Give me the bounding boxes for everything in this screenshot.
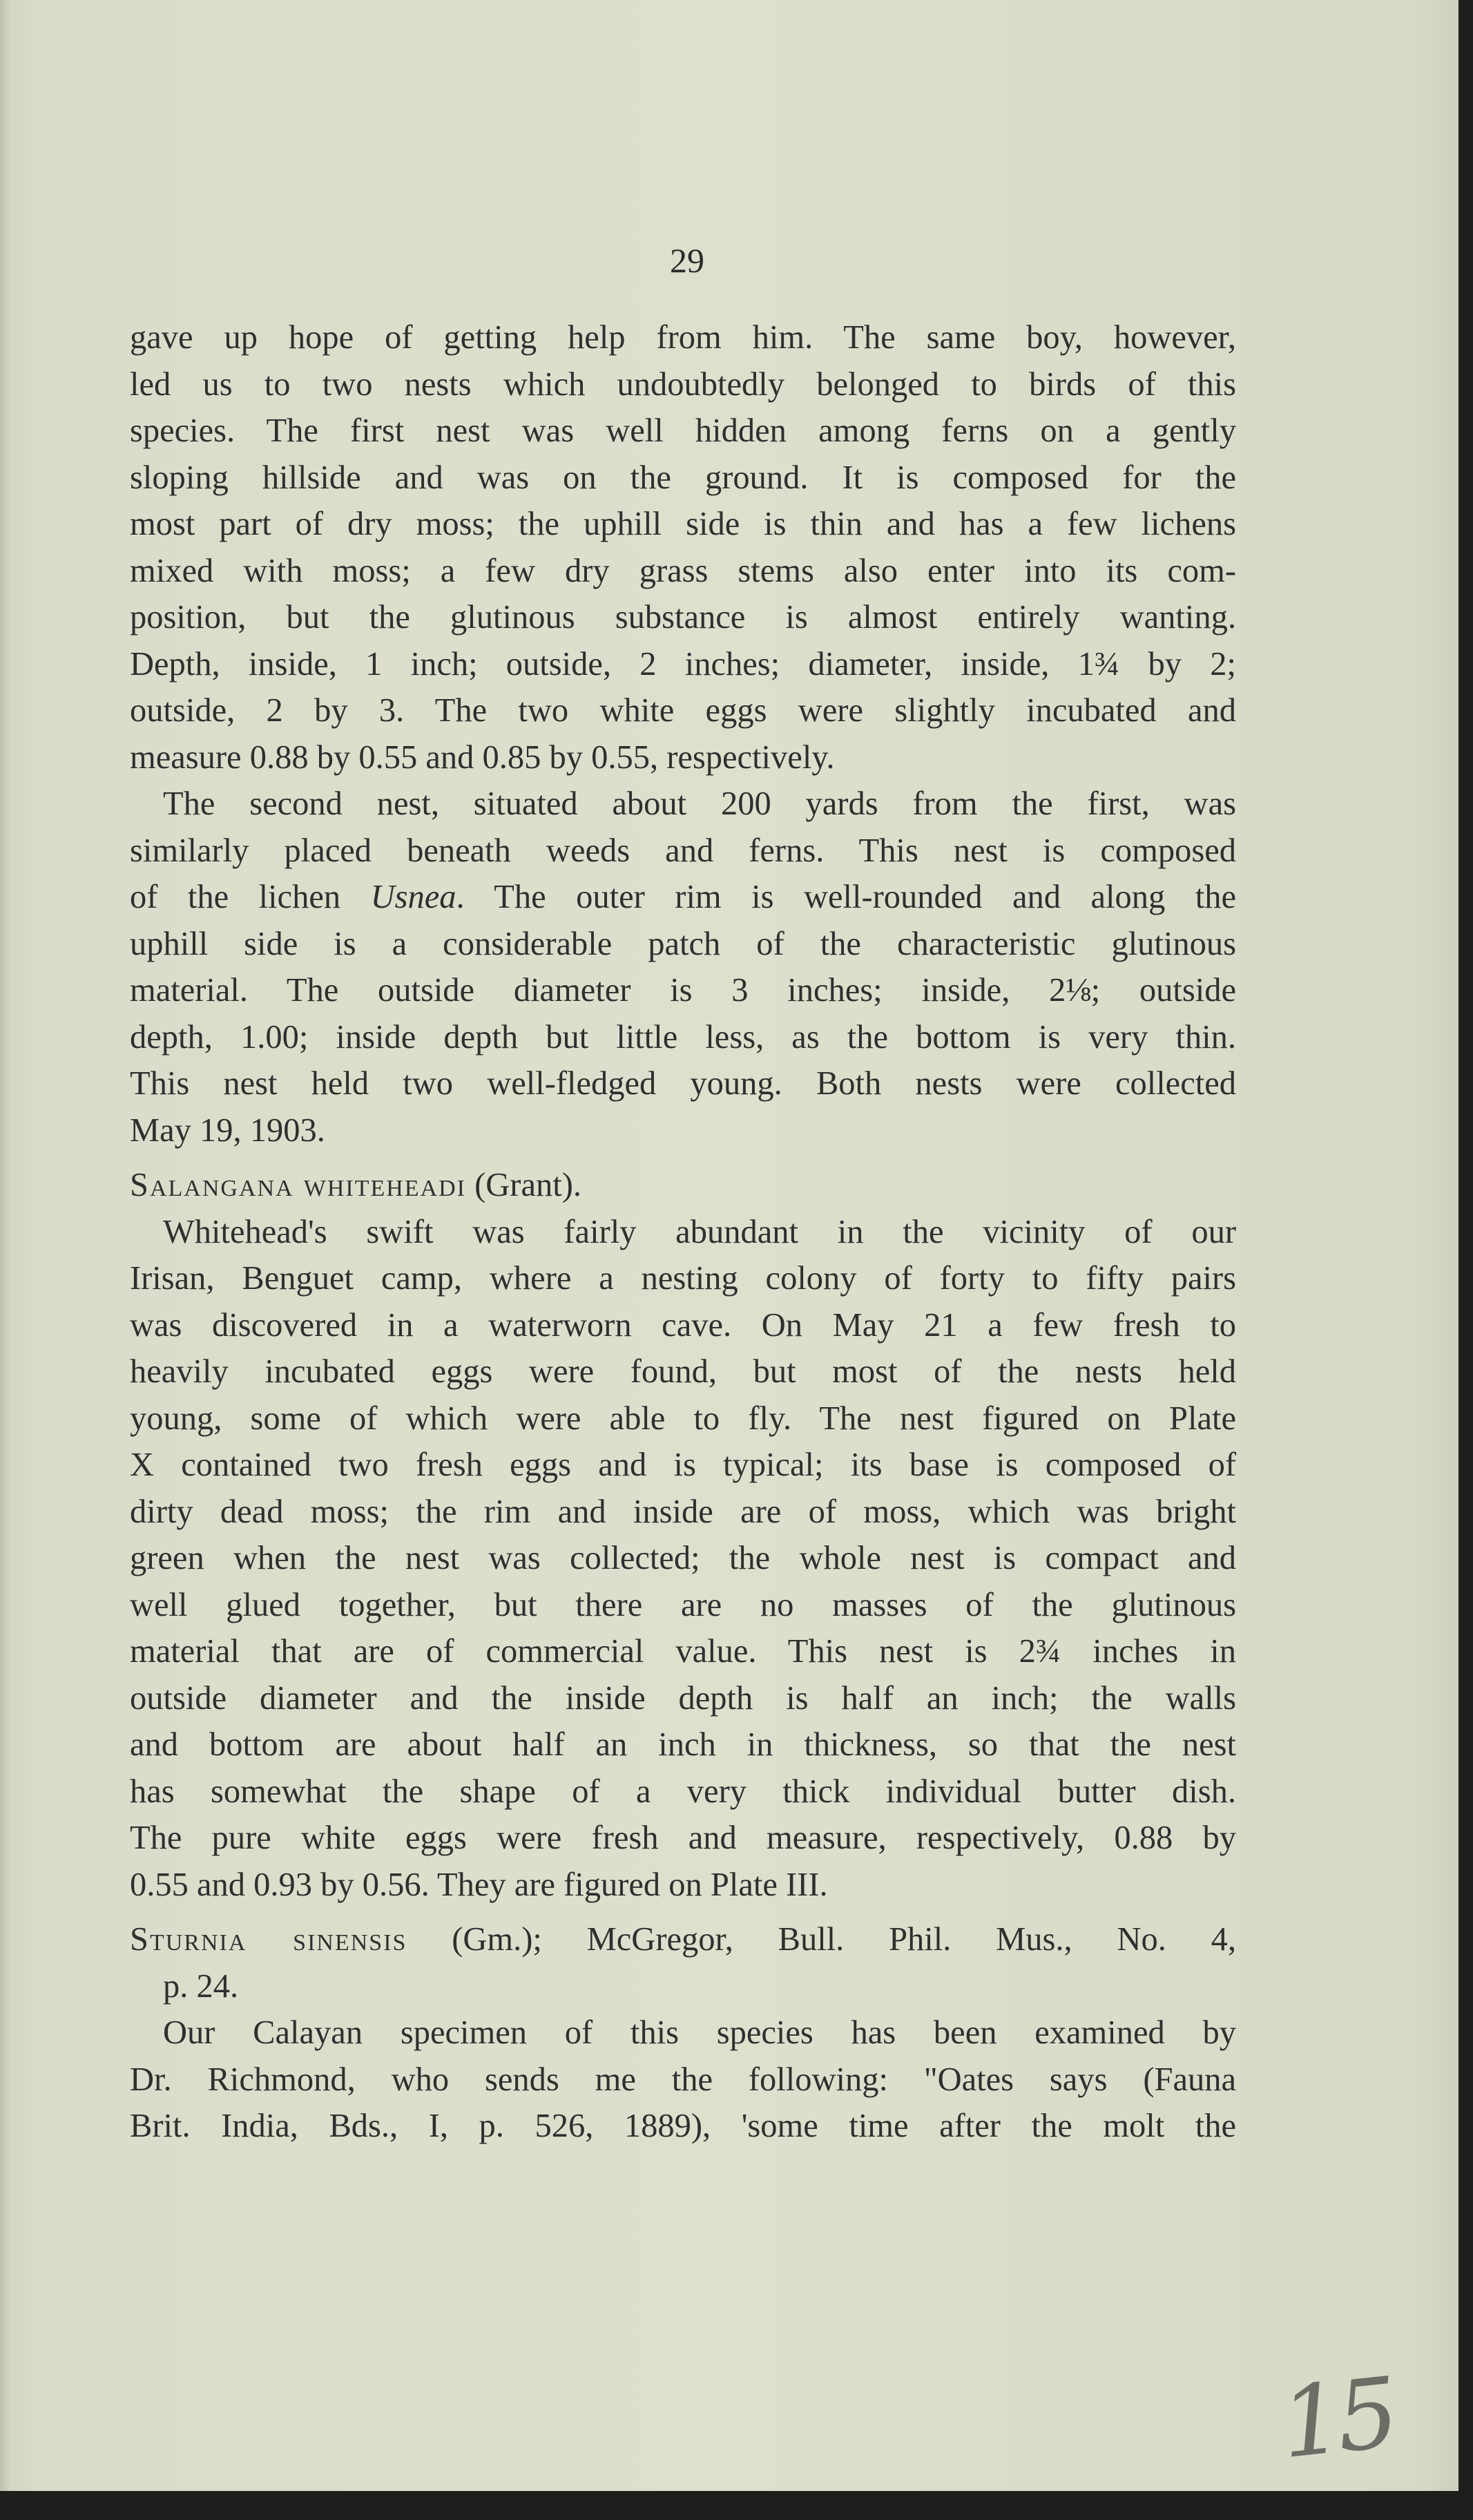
species-heading-name: Salangana whiteheadi <box>130 1167 466 1203</box>
text-line: and bottom are about half an inch in thickness, so that the nest <box>130 1726 1236 1763</box>
text-line: sloping hillside and was on the ground. It is composed for the <box>130 459 1236 496</box>
text-line: most part of dry moss; the uphill side is thin and has a few lichens <box>130 506 1236 542</box>
text-line: The pure white eggs were fresh and measure, respectively, 0.88 by <box>130 1820 1236 1856</box>
text-line: species. The first nest was well hidden among ferns on a gently <box>130 412 1236 449</box>
text-line: green when the nest was collected; the whole nest is compact and <box>130 1540 1236 1576</box>
text-line: Whitehead's swift was fairly abundant in the vicinity of our <box>163 1213 1236 1250</box>
text-line: Dr. Richmond, who sends me the following: "Oates says (Fauna <box>130 2061 1236 2098</box>
species-heading <box>130 1916 1236 1963</box>
text-fragment: . The outer rim is well-rounded and along the <box>456 879 1237 915</box>
spacer <box>130 1154 1236 1162</box>
text-line: well glued together, but there are no masses of the glutinous <box>130 1586 1236 1623</box>
text-fragment: of the lichen <box>130 879 371 915</box>
page-number: 29 <box>670 241 704 280</box>
species-heading-name: Sturnia sinensis <box>130 1921 407 1958</box>
body-text <box>130 314 1236 2150</box>
text-line: The second nest, situated about 200 yards from the first, was <box>163 785 1236 822</box>
species-heading <box>130 1162 1236 1209</box>
text-line: gave up hope of getting help from him. The same boy, however, <box>130 319 1236 356</box>
species-heading-continuation: p. 24. <box>163 1967 239 2005</box>
text-line: position, but the glutinous substance is almost entirely wanting. <box>130 599 1236 636</box>
text-line: led us to two nests which undoubtedly belonged to birds of this <box>130 365 1236 403</box>
text-line: Depth, inside, 1 inch; outside, 2 inches; diameter, inside, 1¾ by 2; <box>130 645 1236 682</box>
text-line: outside, 2 by 3. The two white eggs were slightly incubated and <box>130 692 1236 729</box>
text-line: material. The outside diameter is 3 inches; inside, 2⅛; outside <box>130 972 1236 1009</box>
text-line: was discovered in a waterworn cave. On May 21 a few fresh to <box>130 1306 1236 1344</box>
text-line: uphill side is a considerable patch of the characteristic glutinous <box>130 925 1236 962</box>
text-line: depth, 1.00; inside depth but little less, as the bottom is very thin. <box>130 1018 1236 1056</box>
text-line: dirty dead moss; the rim and inside are of moss, which was bright <box>130 1493 1236 1530</box>
species-heading-author: (Grant). <box>466 1167 581 1203</box>
text-line: Brit. India, Bds., I, p. 526, 1889), 'some time after the molt the <box>130 2108 1236 2144</box>
text-line: young, some of which were able to fly. The nest figured on Plate <box>130 1400 1236 1437</box>
text-line: mixed with moss; a few dry grass stems also enter into its com- <box>130 552 1236 589</box>
text-line: outside diameter and the inside depth is half an inch; the walls <box>130 1679 1236 1717</box>
page-gutter-shadow <box>0 0 10 2491</box>
text-line: has somewhat the shape of a very thick individual butter dish. <box>130 1773 1236 1810</box>
text-line: Our Calayan specimen of this species has been examined by <box>163 2014 1236 2051</box>
spacer <box>130 1908 1236 1916</box>
handwritten-folio-number: 15 <box>1275 2356 1399 2481</box>
text-line: measure 0.88 by 0.55 and 0.85 by 0.55, respectively. <box>130 738 835 776</box>
text-line: heavily incubated eggs were found, but most of the nests held <box>130 1353 1236 1390</box>
text-line: May 19, 1903. <box>130 1111 325 1149</box>
species-name: Usnea <box>370 879 456 915</box>
text-line: This nest held two well-fledged young. Both nests were collected <box>130 1065 1236 1102</box>
text-line: X contained two fresh eggs and is typical; its base is composed of <box>130 1447 1236 1483</box>
text-line: material that are of commercial value. This nest is 2¾ inches in <box>130 1633 1236 1670</box>
text-line: Irisan, Benguet camp, where a nesting colony of forty to fifty pairs <box>130 1260 1236 1297</box>
text-line <box>130 874 1236 921</box>
text-line: 0.55 and 0.93 by 0.56. They are figured on Plate III. <box>130 1866 828 1903</box>
species-heading-citation: (Gm.); McGregor, Bull. Phil. Mus., No. 4, <box>407 1921 1236 1958</box>
text-line: similarly placed beneath weeds and ferns. This nest is composed <box>130 832 1236 869</box>
